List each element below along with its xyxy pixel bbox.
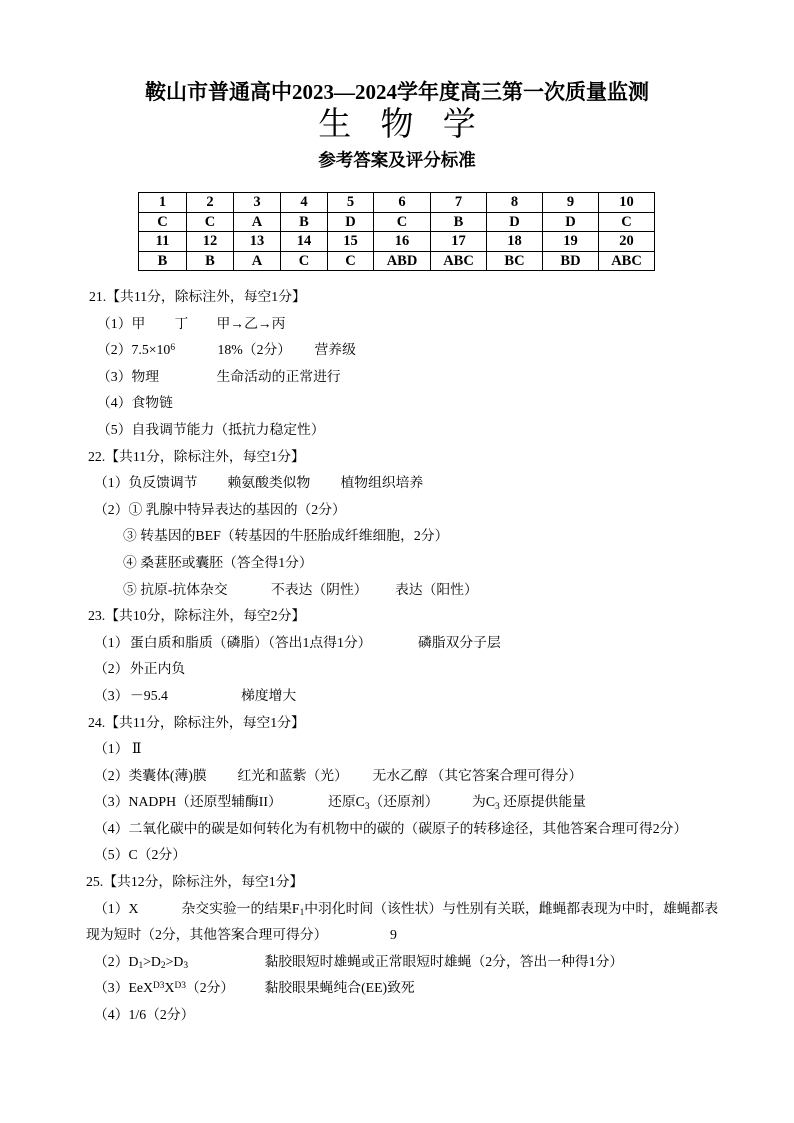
answer-cell: BC xyxy=(487,251,543,271)
answer-blank: 丁 xyxy=(174,315,189,331)
answer-cell: A xyxy=(234,251,281,271)
question-number-cell: 3 xyxy=(234,193,281,213)
subscript: 1 xyxy=(138,961,144,972)
answer-blank: 甲 xyxy=(131,315,146,331)
answer-blank: 食物链 xyxy=(131,395,173,411)
question-number-cell: 19 xyxy=(543,232,599,252)
answer-text: （还原剂） xyxy=(369,794,439,810)
choice-answer-table xyxy=(138,192,655,271)
answer-cell: C xyxy=(187,212,234,232)
answer-blank: 现为短时（2分，其他答案合理可得分） xyxy=(86,927,328,943)
answer-cell: ABC xyxy=(599,251,655,271)
q21-heading: 21.【共11分，除标注外，每空1分】 xyxy=(89,289,306,304)
answer-blank xyxy=(129,949,265,976)
question-number-cell: 15 xyxy=(328,232,374,252)
answer-cell: A xyxy=(234,212,281,232)
answer-blank: 植物组织培养 xyxy=(340,475,424,491)
item-label: （4） xyxy=(94,1007,129,1023)
question-number-cell: 1 xyxy=(139,193,187,213)
item-label: （5） xyxy=(97,421,132,437)
q25-item-1 xyxy=(0,896,794,923)
q25-item-2 xyxy=(0,949,794,976)
question-number-cell: 8 xyxy=(487,193,543,213)
answer-blank: 蛋白质和脂质（磷脂）（答出1点得1分） xyxy=(130,634,372,650)
answer-blank: ① 乳腺中特异表达的基因的（2分） xyxy=(128,501,346,517)
answer-blank xyxy=(129,975,265,1002)
question-number-cell: 5 xyxy=(328,193,374,213)
answer-text: 还原C xyxy=(328,794,365,810)
answer-blank: 红光和蓝紫（光） xyxy=(237,767,348,783)
answer-section xyxy=(0,284,794,1029)
q21-item-1 xyxy=(0,311,794,338)
answer-note: （还原型辅酶II） xyxy=(176,794,282,810)
answer-blank: 不表达（阴性） xyxy=(271,581,368,597)
answer-blank: 外正内负 xyxy=(130,661,186,677)
subscript: 3 xyxy=(495,801,500,812)
q22-sub-item-3 xyxy=(0,523,794,550)
item-label: （1） xyxy=(94,900,129,916)
item-label: （2） xyxy=(94,953,129,969)
item-label: （2） xyxy=(94,501,129,517)
q22-sub-item-5 xyxy=(0,577,794,604)
document-title: 鞍山市普通高中2023—2024学年度高三第一次质量监测 xyxy=(145,80,649,104)
answer-blank xyxy=(328,789,472,816)
question-number-cell: 18 xyxy=(487,232,543,252)
answer-cell: C xyxy=(328,251,374,271)
q23-item-1 xyxy=(0,630,794,657)
question-number-cell: 2 xyxy=(187,193,234,213)
q22-sub-item-4 xyxy=(0,550,794,577)
q23-item-3 xyxy=(0,683,794,710)
item-label: （1） xyxy=(94,741,129,757)
answer-text: X xyxy=(164,980,175,996)
answer-text: >D xyxy=(165,953,184,969)
q22-item-1 xyxy=(0,470,794,497)
question-number-cell: 20 xyxy=(599,232,655,252)
item-label: （3） xyxy=(97,368,132,384)
answer-row xyxy=(139,251,655,271)
answer-blank: 无水乙醇 xyxy=(372,767,428,783)
q24-item-2 xyxy=(0,763,794,790)
exponent: 6 xyxy=(170,342,176,353)
q25-item-3 xyxy=(0,975,794,1002)
answer-text: 中羽化时间（该性状）与性别有关联，雌蝇都表现为中时，雄蝇都表 xyxy=(304,900,719,916)
question-number-cell: 7 xyxy=(431,193,487,213)
question-number-row xyxy=(139,193,655,213)
q24-heading: 24.【共11分，除标注外，每空1分】 xyxy=(88,714,305,730)
question-number-cell: 16 xyxy=(374,232,431,252)
answer-blank: 甲→乙→丙 xyxy=(216,315,286,331)
q22-heading: 22.【共11分，除标注外，每空1分】 xyxy=(88,448,305,464)
item-label: （2） xyxy=(94,661,129,677)
answer-blank: ③ 转基因的BEF（转基因的牛胚胎成纤维细胞，2分） xyxy=(123,528,449,544)
q25-item-4 xyxy=(0,1002,794,1029)
question-number-row xyxy=(139,232,655,252)
answer-blank: ⑤ 抗原-抗体杂交 xyxy=(123,581,228,597)
answer-blank: 黏胶眼短时雄蝇或正常眼短时雄蝇（2分，答出一种得1分） xyxy=(264,953,624,969)
q21-item-4 xyxy=(0,390,794,417)
answer-blank: 营养级 xyxy=(314,342,356,358)
q23-heading: 23.【共10分，除标注外，每空2分】 xyxy=(88,608,306,624)
answer-blank: 物理 xyxy=(131,368,160,384)
q24-item-1 xyxy=(0,736,794,763)
answer-text: D xyxy=(128,953,139,969)
answer-blank: 生命活动的正常进行 xyxy=(216,368,341,384)
question-number-cell: 13 xyxy=(234,232,281,252)
item-label: （3） xyxy=(94,980,129,996)
q23-item-2 xyxy=(0,656,794,683)
answer-blank: 自我调节能力（抵抗力稳定性） xyxy=(131,421,325,437)
question-number-cell: 12 xyxy=(187,232,234,252)
q25-heading: 25.【共12分，除标注外，每空1分】 xyxy=(86,874,304,890)
item-label: （1） xyxy=(94,634,129,650)
q24-item-3 xyxy=(0,789,794,816)
answer-text: 为C xyxy=(472,794,496,810)
superscript: D3 xyxy=(153,980,165,991)
answer-blank: 类囊体(薄)膜 xyxy=(128,767,207,783)
answer-blank: Ⅱ xyxy=(132,741,142,757)
answer-text: EeX xyxy=(128,980,154,996)
q22-item-2 xyxy=(0,497,794,524)
answer-blank: 赖氨酸类似物 xyxy=(227,475,311,491)
question-number-cell: 11 xyxy=(139,232,187,252)
q21-item-2 xyxy=(0,337,794,364)
item-label: （5） xyxy=(94,847,129,863)
answer-cell: BD xyxy=(543,251,599,271)
answer-cell: B xyxy=(187,251,234,271)
answer-blank: 磷脂双分子层 xyxy=(418,634,501,650)
subscript: 3 xyxy=(364,801,370,812)
item-label: （2） xyxy=(94,767,129,783)
answer-cell: B xyxy=(139,251,187,271)
answer-blank xyxy=(182,896,719,923)
answer-cell: C xyxy=(374,212,431,232)
answer-cell: D xyxy=(328,212,374,232)
item-label: （3） xyxy=(94,687,129,703)
answer-cell: B xyxy=(431,212,487,232)
answer-blank: 9 xyxy=(390,927,397,943)
q21-item-5 xyxy=(0,417,794,444)
answer-text: （2分） xyxy=(185,980,235,996)
question-number-cell: 14 xyxy=(281,232,328,252)
question-number-cell: 9 xyxy=(543,193,599,213)
answer-key-subtitle: 参考答案及评分标准 xyxy=(318,150,476,170)
item-label: （1） xyxy=(94,475,129,491)
subscript: 1 xyxy=(299,908,305,919)
q21-item-3 xyxy=(0,364,794,391)
answer-blank: 负反馈调节 xyxy=(128,475,198,491)
question-number-cell: 10 xyxy=(599,193,655,213)
answer-blank: 梯度增大 xyxy=(241,687,297,703)
answer-blank xyxy=(132,337,218,364)
subscript: 3 xyxy=(183,961,189,972)
answer-cell: C xyxy=(139,212,187,232)
answer-text: 7.5×10 xyxy=(131,342,171,358)
answer-cell: C xyxy=(599,212,655,232)
q24-item-5 xyxy=(0,842,794,869)
answer-cell: B xyxy=(281,212,328,232)
answer-cell: D xyxy=(487,212,543,232)
answer-cell: D xyxy=(543,212,599,232)
answer-blank: 1/6（2分） xyxy=(128,1007,195,1023)
answer-text: >D xyxy=(143,953,161,969)
question-number-cell: 6 xyxy=(374,193,431,213)
answer-text: 还原提供能量 xyxy=(499,794,586,810)
answer-blank: NADPH xyxy=(128,794,177,810)
grading-note: （其它答案合理可得分） xyxy=(430,767,583,783)
item-label: （4） xyxy=(97,395,132,411)
answer-cell: ABC xyxy=(431,251,487,271)
answer-text: 杂交实验一的结果F xyxy=(181,900,300,916)
item-label: （3） xyxy=(94,794,129,810)
question-number-cell: 4 xyxy=(281,193,328,213)
answer-blank: －95.4 xyxy=(130,687,168,703)
answer-blank: 表达（阳性） xyxy=(395,581,478,597)
answer-blank: 18%（2分） xyxy=(217,342,292,358)
answer-blank xyxy=(472,789,586,816)
subject-title: 生 物 学 xyxy=(318,107,476,143)
item-label: （1） xyxy=(97,315,132,331)
subscript: 2 xyxy=(160,961,166,972)
q24-item-4 xyxy=(0,816,794,843)
answer-cell: C xyxy=(281,251,328,271)
answer-blank: ④ 桑葚胚或囊胚（答全得1分） xyxy=(123,554,313,570)
answer-blank: X xyxy=(128,900,139,916)
item-label: （4） xyxy=(94,820,129,836)
superscript: D3 xyxy=(174,980,186,991)
item-label: （2） xyxy=(97,342,132,358)
answer-row xyxy=(139,212,655,232)
answer-cell: ABD xyxy=(374,251,431,271)
answer-blank: 黏胶眼果蝇纯合(EE)致死 xyxy=(264,980,415,996)
q25-item-1-continued xyxy=(0,922,794,949)
answer-blank: 二氧化碳中的碳是如何转化为有机物中的碳的（碳原子的转移途径，其他答案合理可得2分） xyxy=(128,820,688,836)
answer-blank: C（2分） xyxy=(128,847,186,863)
question-number-cell: 17 xyxy=(431,232,487,252)
